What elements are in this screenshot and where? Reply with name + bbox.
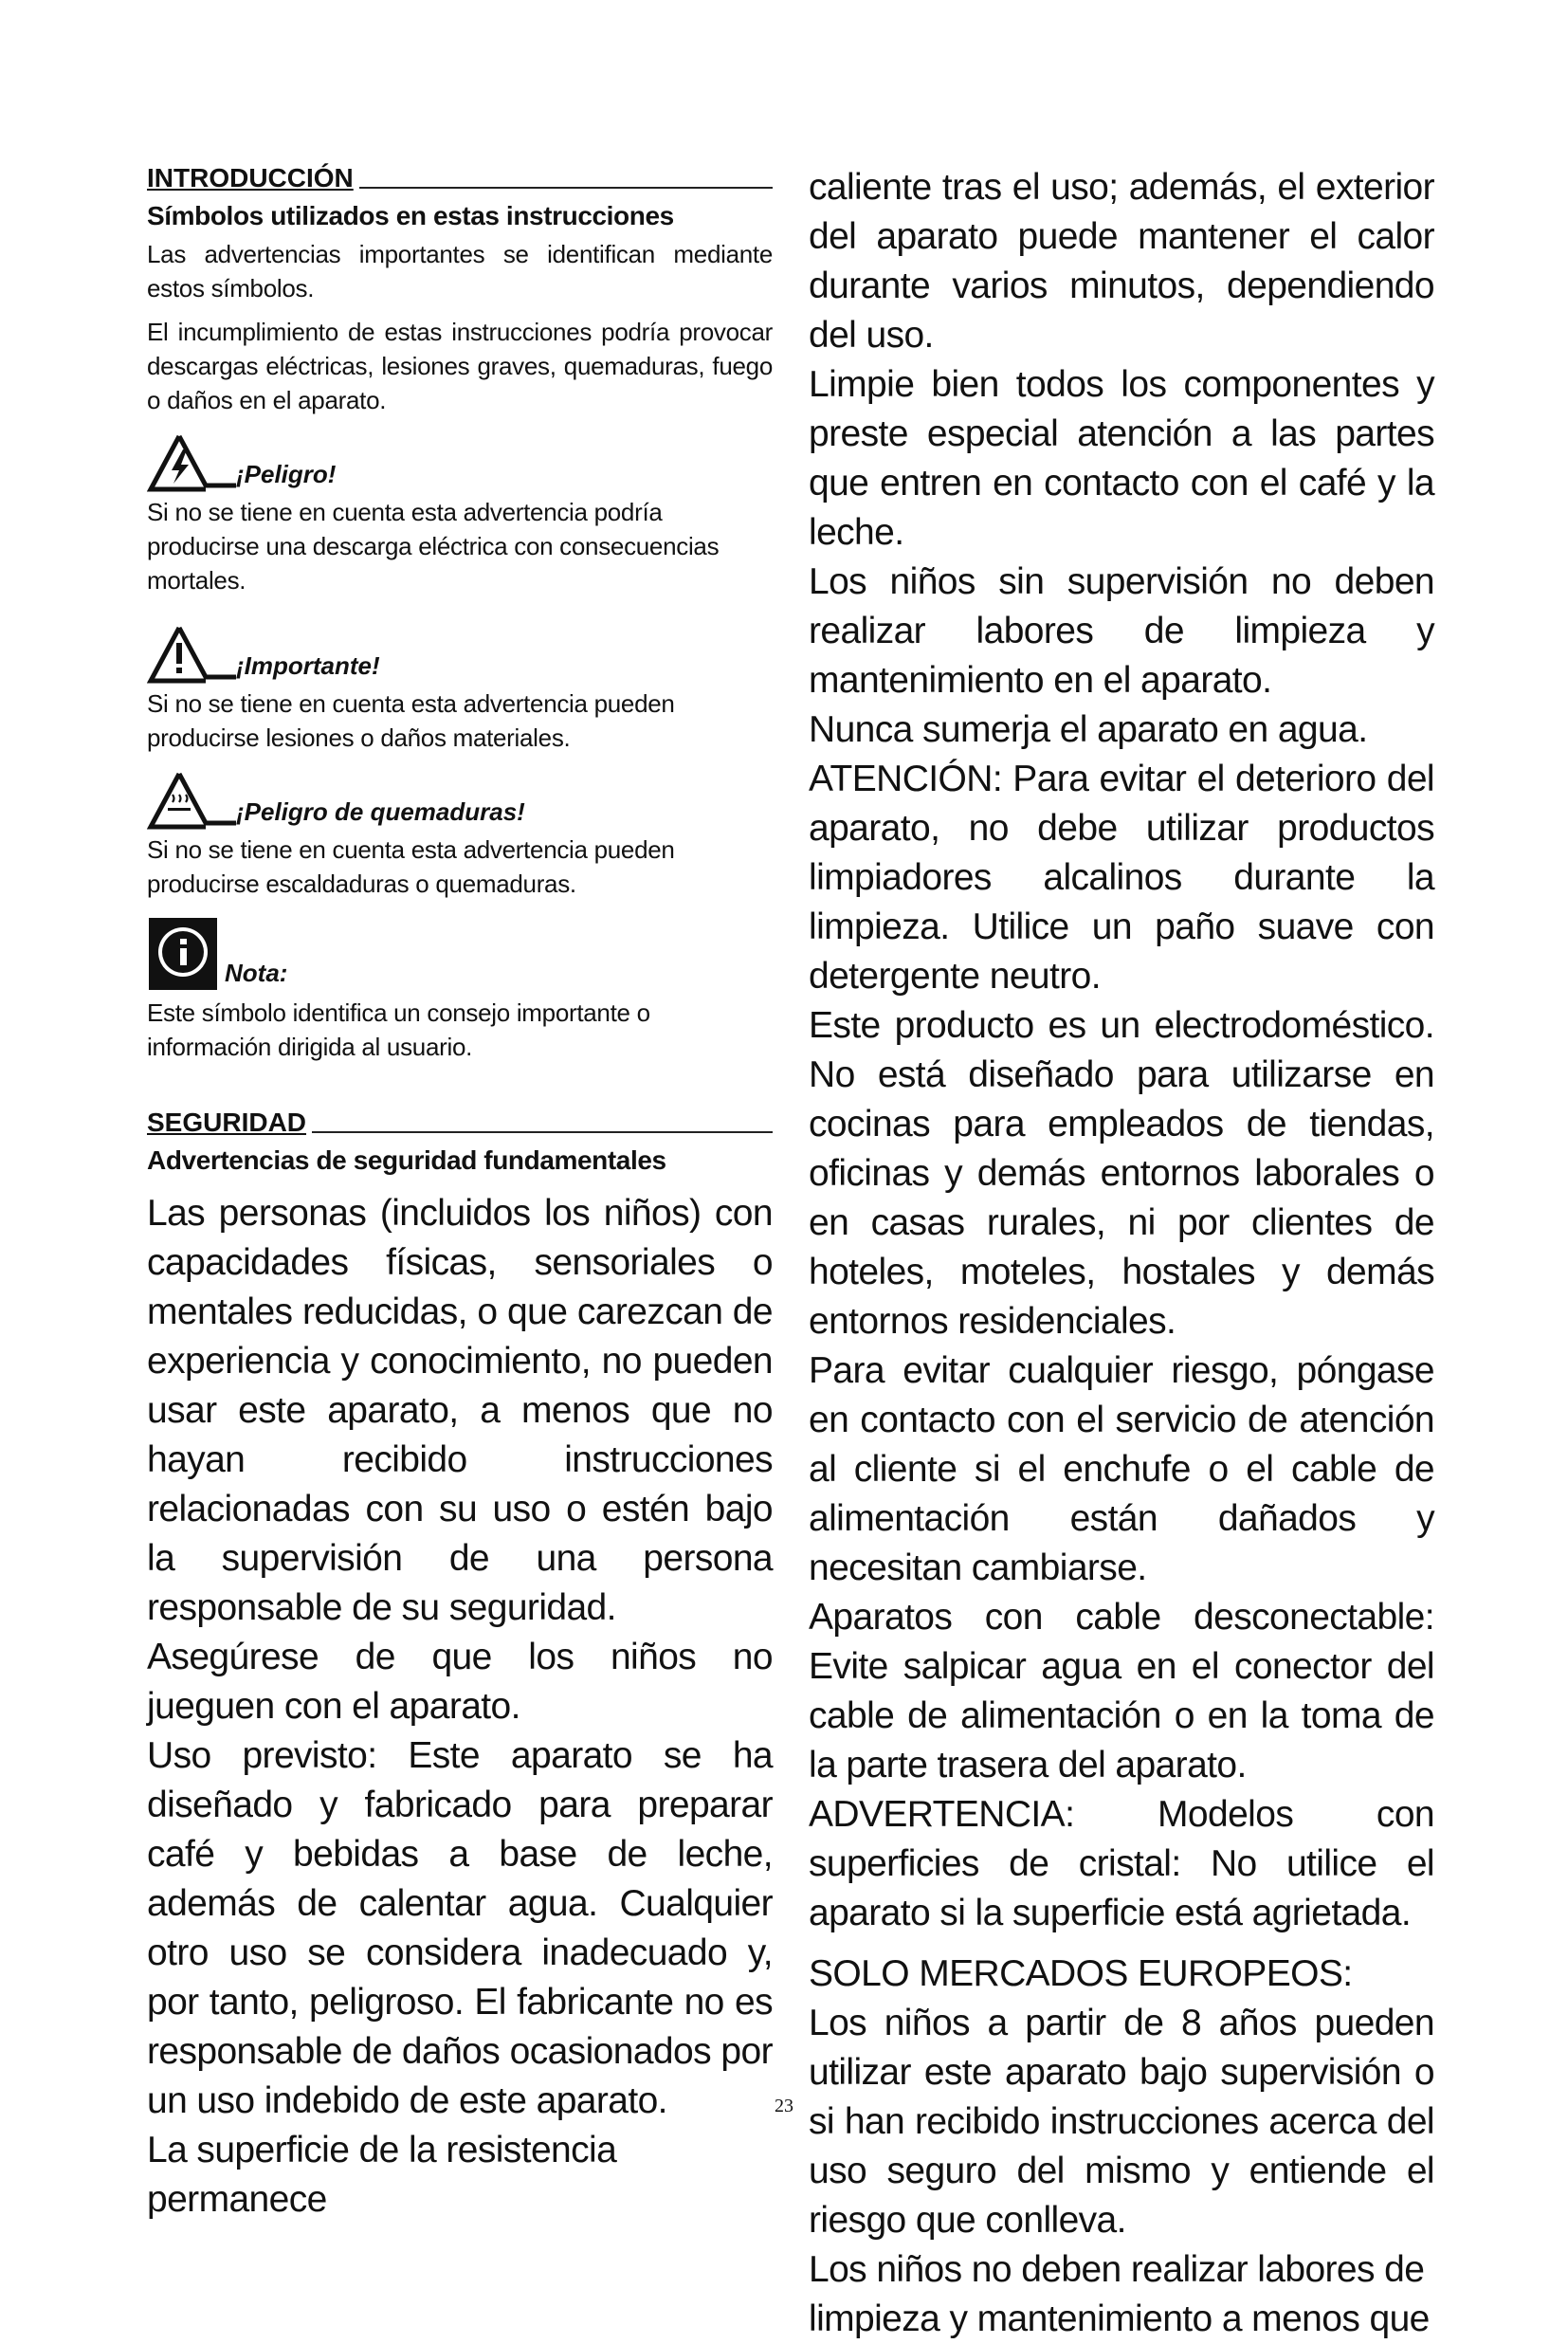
info-icon [147,916,223,992]
note-text: Este símbolo identifica un consejo importante o información dirigida al usuario. [147,998,650,1061]
intro-paragraph-2: El incumplimiento de estas instrucciones podría provocar descargas eléctricas, lesiones graves, quemaduras, fuego o daños en el aparato. [147,318,773,414]
safety-subheading: Advertencias de seguridad fundamentales [147,1145,666,1175]
exclamation-warning-icon [147,624,238,685]
danger-text: Si no se tiene en cuenta esta advertencia podría producirse una descarga eléctrica con consecuencias mortales. [147,498,720,595]
symbol-important-row [147,622,773,685]
page-number: 23 [775,2096,793,2116]
safety-paragraph: Uso previsto: Este aparato se ha diseñado y fabricado para preparar café y bebidas a base de leche, además de calentar agua. Cualquier otro uso se considera inadecuado y, por tanto, peligroso. El fabricante no es responsable de daños ocasionados por un uso indebido de este aparato. [147,1735,773,2121]
symbol-burn-row [147,768,773,831]
intro-paragraph-1: Las advertencias importantes se identifican mediante estos símbolos. [147,240,773,302]
safety-paragraph: Asegúrese de que los niños no jueguen con el aparato. [147,1637,773,1727]
right-column [809,163,1434,2344]
danger-label: ¡Peligro! [236,460,337,488]
safety-paragraph: Aparatos con cable desconectable: Evite salpicar agua en el conector del cable de alimentación o en la toma de la parte trasera del aparato. [809,1597,1434,1785]
heading-rule [312,1131,773,1133]
electric-danger-icon [147,432,238,493]
safety-paragraph: Los niños sin supervisión no deben realizar labores de limpieza y mantenimiento en el aparato. [809,561,1434,701]
safety-paragraph: ATENCIÓN: Para evitar el deterioro del aparato, no debe utilizar productos limpiadores alcalinos durante la limpieza. Utilice un paño suave con detergente neutro. [809,759,1434,997]
symbol-danger-row [147,430,773,493]
heading-rule [359,187,773,189]
safety-paragraph: Nunca sumerja el aparato en agua. [809,709,1368,750]
safety-paragraph: caliente tras el uso; además, el exterior del aparato puede mantener el calor durante varios minutos, dependiendo del uso. [809,167,1434,356]
burn-hazard-icon [147,770,238,831]
burn-text: Si no se tiene en cuenta esta advertencia pueden producirse escaldaduras o quemaduras. [147,835,675,898]
symbols-subheading: Símbolos utilizados en estas instrucciones [147,201,674,230]
safety-paragraph: ADVERTENCIA: Modelos con superficies de cristal: No utilice el aparato si la superficie está agrietada. [809,1794,1434,1933]
safety-paragraph: Limpie bien todos los componentes y preste especial atención a las partes que entren en contacto con el café y la leche. [809,364,1434,553]
note-label: Nota: [225,959,288,987]
important-label: ¡Importante! [236,651,380,680]
safety-paragraph: Este producto es un electrodoméstico. No está diseñado para utilizarse en cocinas para empleados de tiendas, oficinas y demás entornos laborales o en casas rurales, ni por clientes de hoteles, moteles, hostales y demás entornos residenciales. [809,1005,1434,1342]
left-column [147,163,773,2225]
safety-paragraph: Para evitar cualquier riesgo, póngase en contacto con el servicio de atención al cliente si el enchufe o el cable de alimentación están dañados y necesitan cambiarse. [809,1350,1434,1588]
burn-label: ¡Peligro de quemaduras! [236,797,525,826]
safety-paragraph: La superficie de la resistencia permanece [147,2130,617,2220]
safety-paragraph: Las personas (incluidos los niños) con capacidades físicas, sensoriales o mentales reducidas, o que carezcan de experiencia y conocimiento, no pueden usar este aparato, a menos que no hayan recibido instrucciones relacionadas con su uso o estén bajo la supervisión de una persona responsable de su seguridad. [147,1193,773,1628]
safety-heading: SEGURIDAD [147,1108,307,1137]
intro-heading: INTRODUCCIÓN [147,163,354,192]
symbol-note-row [147,914,773,992]
important-text: Si no se tiene en cuenta esta advertencia pueden producirse lesiones o daños materiales. [147,689,675,752]
intro-section-header [147,163,773,193]
safety-section-header [147,1108,773,1138]
eu-paragraph: Los niños no deben realizar labores de limpieza y mantenimiento a menos que [809,2249,1430,2339]
eu-heading: SOLO MERCADOS EUROPEOS: [809,1953,1353,1994]
eu-paragraph: Los niños a partir de 8 años pueden utilizar este aparato bajo supervisión o si han recibido instrucciones acerca del uso seguro del mismo y entiende el riesgo que conlleva. [809,2003,1434,2241]
